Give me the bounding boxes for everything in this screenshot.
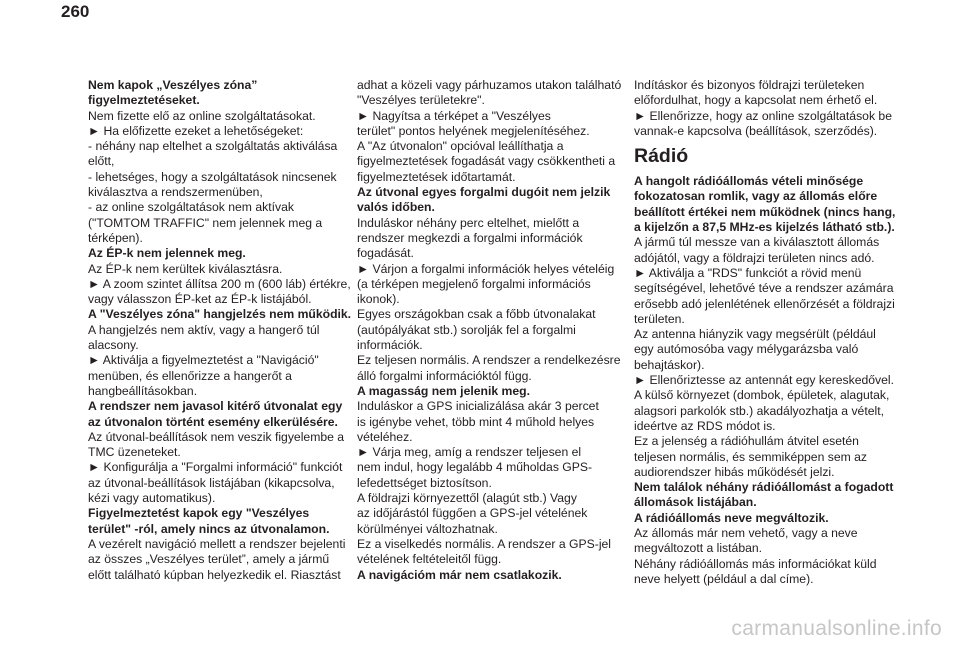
body-paragraph: Az ÉP-k nem kerültek kiválasztásra. ► A zoom szintet állítsa 200 m (600 láb) értékre, vagy válasszon ÉP-ket az ÉP-k listájából.: [88, 261, 351, 307]
body-paragraph: Nem fizette elő az online szolgáltatásokat. ► Ha előfizette ezeket a lehetőségeket: - néhány nap eltelhet a szolgáltatás aktiválása előtt, - lehetséges, hogy a szolgáltatások nincsenek kiválasztva a rendszermenüben, - az online szolgáltatások nem aktívak ("TOMTOM TRAFFIC" nem jelennek meg a térképen).: [88, 108, 338, 245]
question-heading: Nem kapok „Veszélyes zóna” figyelmeztetéseket.: [88, 78, 258, 108]
watermark-text: carmanualsonline.info: [731, 617, 942, 640]
section-heading: Rádió: [634, 145, 689, 168]
column-right: [634, 78, 904, 587]
question-heading: A magasság nem jelenik meg.: [357, 383, 530, 398]
body-paragraph: Indításkor és bizonyos földrajzi területeken előfordulhat, hogy a kapcsolat nem érhető el. ► Ellenőrizze, hogy az online szolgáltatások be vannak-e kapcsolva (beállítások, szerződés).: [634, 78, 892, 138]
question-heading: A "Veszélyes zóna" hangjelzés nem működik.: [88, 307, 352, 322]
column-middle: [357, 78, 627, 583]
body-paragraph: Induláskor néhány perc eltelhet, mielőtt a rendszer megkezdi a forgalmi információk fogadását. ► Várjon a forgalmi információk helyes vételéig (a térképen megjelenő forgalmi információs ikonok). Egyes országokban csak a főbb útvonalakat (autópályákat stb.) sorolják fel a forgalmi információk. Ez teljesen normális. A rendszer a rendelkezésre álló forgalmi információktól függ.: [357, 215, 621, 383]
question-heading: Figyelmeztetést kapok egy "Veszélyes terület" -ról, amely nincs az útvonalamon.: [88, 506, 330, 536]
question-heading: A navigációm már nem csatlakozik.: [357, 567, 562, 582]
body-paragraph: Az útvonal-beállítások nem veszik figyelembe a TMC üzeneteket. ► Konfigurálja a "Forgalmi információ" funkciót az útvonal-beállítások listájában (kikapcsolva, kézi vagy automatikus).: [88, 429, 345, 506]
body-paragraph: A hangjelzés nem aktív, vagy a hangerő túl alacsony. ► Aktiválja a figyelmeztetést a "Navigáció" menüben, és ellenőrizze a hangerőt a hangbeállításokban.: [88, 322, 320, 398]
body-paragraph: A vezérelt navigáció mellett a rendszer bejelenti az összes „Veszélyes terület”, amely a jármű előtt található kúpban helyezkedik el. Riasztást: [88, 536, 346, 582]
question-heading: A rádióállomás neve megváltozik.: [634, 510, 829, 525]
body-paragraph: Induláskor a GPS inicializálása akár 3 percet is igénybe vehet, több mint 4 műhold helyes vételéhez. ► Várja meg, amíg a rendszer teljesen el nem indul, hogy legalább 4 műholdas GPS- lefedettséget biztosítson. A földrajzi környezettől (alagút stb.) Vagy az időjárástól függően a GPS-jel vételének körülményei változhatnak. Ez a viselkedés normális. A rendszer a GPS-jel vételének feltételeitől függ.: [357, 399, 612, 567]
column-left: [88, 78, 358, 583]
question-heading: Nem találok néhány rádióállomást a fogadott állomások listájában.: [634, 480, 894, 510]
question-heading: A hangolt rádióállomás vételi minősége fokozatosan romlik, vagy az állomás előre beállított értékei nem működnek (nincs hang, a kijelzőn a 87,5 MHz-es kijelzés látható stb.).: [634, 174, 896, 235]
body-paragraph: Az állomás már nem vehető, vagy a neve megváltozott a listában. Néhány rádióállomás más információkat küld neve helyett (például a dal címe).: [634, 526, 877, 586]
question-heading: Az ÉP-k nem jelennek meg.: [88, 246, 246, 261]
body-paragraph: A jármű túl messze van a kiválasztott állomás adójától, vagy a földrajzi területen nincs adó. ► Aktiválja a "RDS" funkciót a rövid menü segítségével, lehetővé téve a rendszer azámára erősebb adó jelenlétének ellenőrzését a földrajzi területen. Az antenna hiányzik vagy megsérült (például egy autómosóba vagy mélygarázsba való behajtáskor). ► Ellenőriztesse az antennát egy kereskedővel. A külső környezet (dombok, épületek, alagutak, alagsori parkolók stb.) akadályozhatja a vételt, ideértve az RDS módot is. Ez a jelenség a rádióhullám átvitel esetén teljesen normális, és semmiképpen sem az audiorendszer hibás működését jelzi.: [634, 235, 895, 479]
body-paragraph: adhat a közeli vagy párhuzamos utakon található "Veszélyes területekre". ► Nagyítsa a térképet a "Veszélyes terület" pontos helyének megjelenítéséhez. A "Az útvonalon" opcióval leállíthatja a figyelmeztetések fogadását vagy csökkentheti a figyelmeztetések időtartamát.: [357, 78, 622, 184]
question-heading: Az útvonal egyes forgalmi dugóit nem jelzik valós időben.: [357, 185, 611, 215]
question-heading: A rendszer nem javasol kitérő útvonalat egy az útvonalon történt esemény elkerülésére.: [88, 399, 343, 429]
page-number: 260: [61, 2, 90, 21]
